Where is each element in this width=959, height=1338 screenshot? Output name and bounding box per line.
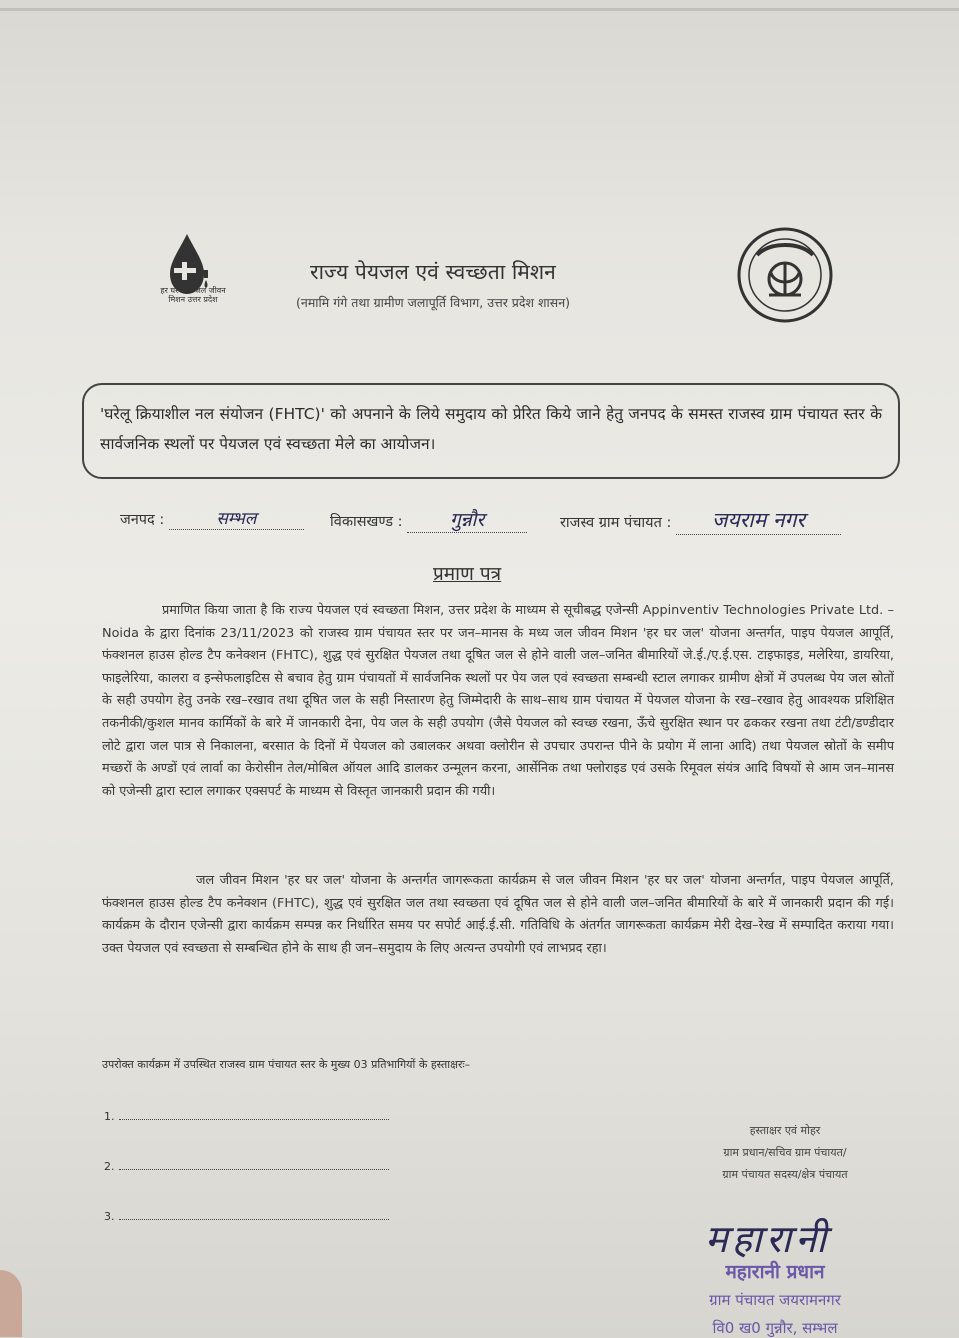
handwritten-signature: महारानी [705, 1217, 831, 1261]
certificate-title: प्रमाण पत्र [433, 563, 502, 585]
certificate-paragraph-2: जल जीवन मिशन 'हर घर जल' योजना के अन्तर्गत जागरूकता कार्यक्रम से जल जीवन मिशन 'हर घर जल' योजना अन्तर्गत, पाइप पेयजल आपूर्ति, फंक्शनल हाउस होल्ड टैप कनेक्शन (FHTC), शुद्ध एवं सुरक्षित जल तथा स्वच्छता एवं दूषित जल से होने वाली जल–जनित बीमारियों के बारे में जानकारी प्रदान की गई। कार्यक्रम के दौरान एजेन्सी द्वारा कार्यक्रम सम्पन्न कर निर्धारित समय पर सपोर्ट आई.ई.सी. गतिविधि के अंतर्गत जागरूकता कार्यक्रम मेरी देख–रेख में सम्पादित कराया गया। उक्त पेयजल एवं स्वच्छता से सम्बन्धित होने के साथ ही जन–समुदाय के लिए अत्यन्त उपयोगी एवं लाभप्रद रहा। [102, 873, 894, 956]
seal-block: वि0 ख0 गुन्नौर, सम्भल [712, 1319, 838, 1337]
block-label: विकासखण्ड : [330, 514, 403, 530]
block-field [330, 506, 527, 533]
participant-signature-line: 3. [104, 1210, 389, 1223]
participant-signature-line: 2. [104, 1160, 389, 1173]
block-value: गुन्नौर [407, 506, 527, 533]
stamp-line-1: हस्ताक्षर एवं मोहर [749, 1124, 821, 1137]
district-field [120, 506, 304, 530]
seal-name: महारानी प्रधान [725, 1261, 825, 1283]
signatory-designation [670, 1120, 900, 1186]
panchayat-value: जयराम नगर [676, 506, 841, 535]
stamp-line-3: ग्राम पंचायत सदस्य/क्षेत्र पंचायत [722, 1168, 848, 1181]
participant-signature-line: 1. [104, 1110, 389, 1123]
district-label: जनपद : [120, 512, 165, 528]
water-drop-tap-icon [160, 232, 230, 322]
participants-note: उपरोक्त कार्यक्रम में उपस्थित राजस्व ग्राम पंचायत स्तर के मुख्य 03 प्रतिभागियों के हस्ताक्षरः– [102, 1058, 471, 1071]
panchayat-label: राजस्व ग्राम पंचायत : [560, 515, 672, 531]
page-title: राज्य पेयजल एवं स्वच्छता मिशन [310, 260, 556, 284]
paper-fold [0, 8, 959, 11]
event-topic-box: 'घरेलू क्रियाशील नल संयोजन (FHTC)' को अपनाने के लिये समुदाय को प्रेरित किये जाने हेतु जनपद के समस्त राजस्व ग्राम पंचायत स्तर के सार्वजनिक स्थलों पर पेयजल एवं स्वच्छता मेले का आयोजन। [82, 383, 900, 479]
certificate-paragraph-1: प्रमाणित किया जाता है कि राज्य पेयजल एवं स्वच्छता मिशन, उत्तर प्रदेश के माध्यम से सूचीबद्ध एजेन्सी Appinventiv Technologies Private Ltd. – Noida के द्वारा दिनांक 23/11/2023 को राजस्व ग्राम पंचायत स्तर पर जन–मानस के मध्य जल जीवन मिशन 'हर घर जल' योजना अन्तर्गत, पाइप पेयजल आपूर्ति, फंक्शनल हाउस होल्ड टैप कनेक्शन (FHTC), शुद्ध एवं सुरक्षित पेयजल तथा दूषित जल से होने वाली जल–जनित बीमारियों जे.ई./ए.ई.एस. टाइफाइड, मलेरिया, डायरिया, फाइलेरिया, कालरा व इन्सेफलाइटिस से बचाव हेतु ग्राम पंचायतों में सार्वजनिक स्थलों पर पेय जल एवं स्वच्छता सम्बन्धी स्टाल लगाकर ग्रामीण क्षेत्रों में उपलब्ध पेय जल स्रोतों के सही उपयोग हेतु उनके रख–रखाव तथा दूषित जल के सही निस्तारण हेतु जिम्मेदारी के साथ–साथ ग्राम पंचायत में पेयजल योजना के रख–रखाव हेतु आवश्यक प्रशिक्षित तकनीकी/कुशल मानव कार्मिकों के बारे में जानकारी देना, पेय जल के सही उपयोग (जैसे पेयजल को स्वच्छ रखना, ऊँचे सुरक्षित स्थान पर ढककर रखना तथा टंटी/डण्डीदार लोटे द्वारा जल पात्र से निकालना, बरसात के दिनों में पेयजल को उबालकर अथवा क्लोरीन से उपचार उपरान्त पीने के प्रयोग में लाना आदि) तथा पेयजल स्रोतों के समीप मच्छरों के अण्डों एवं लार्वा का केरोसीन तेल/मोबिल ऑयल आदि डालकर उन्मूलन करना, आर्सेनिक तथा फ्लोराइड एवं उसके रिमूवल संयंत्र आदि विषयों से आम जन–मानस को एजेन्सी द्वारा स्टाल लगाकर एक्सपर्ट के माध्यम से विस्तृत जानकारी प्रदान की गयी। [102, 603, 894, 799]
panchayat-field [560, 506, 841, 535]
up-government-seal-icon [735, 225, 835, 325]
thumb-edge [0, 1270, 22, 1337]
district-value: सम्भल [169, 506, 304, 530]
seal-place: ग्राम पंचायत जयरामनगर [709, 1291, 841, 1309]
stamp-line-2: ग्राम प्रधान/सचिव ग्राम पंचायत/ [723, 1146, 847, 1159]
logo-caption: हर घर जल जल जीवन मिशन उत्तर प्रदेश [160, 286, 226, 304]
page-subtitle: (नमामि गंगे तथा ग्रामीण जलापूर्ति विभाग, उत्तर प्रदेश शासन) [296, 295, 571, 310]
